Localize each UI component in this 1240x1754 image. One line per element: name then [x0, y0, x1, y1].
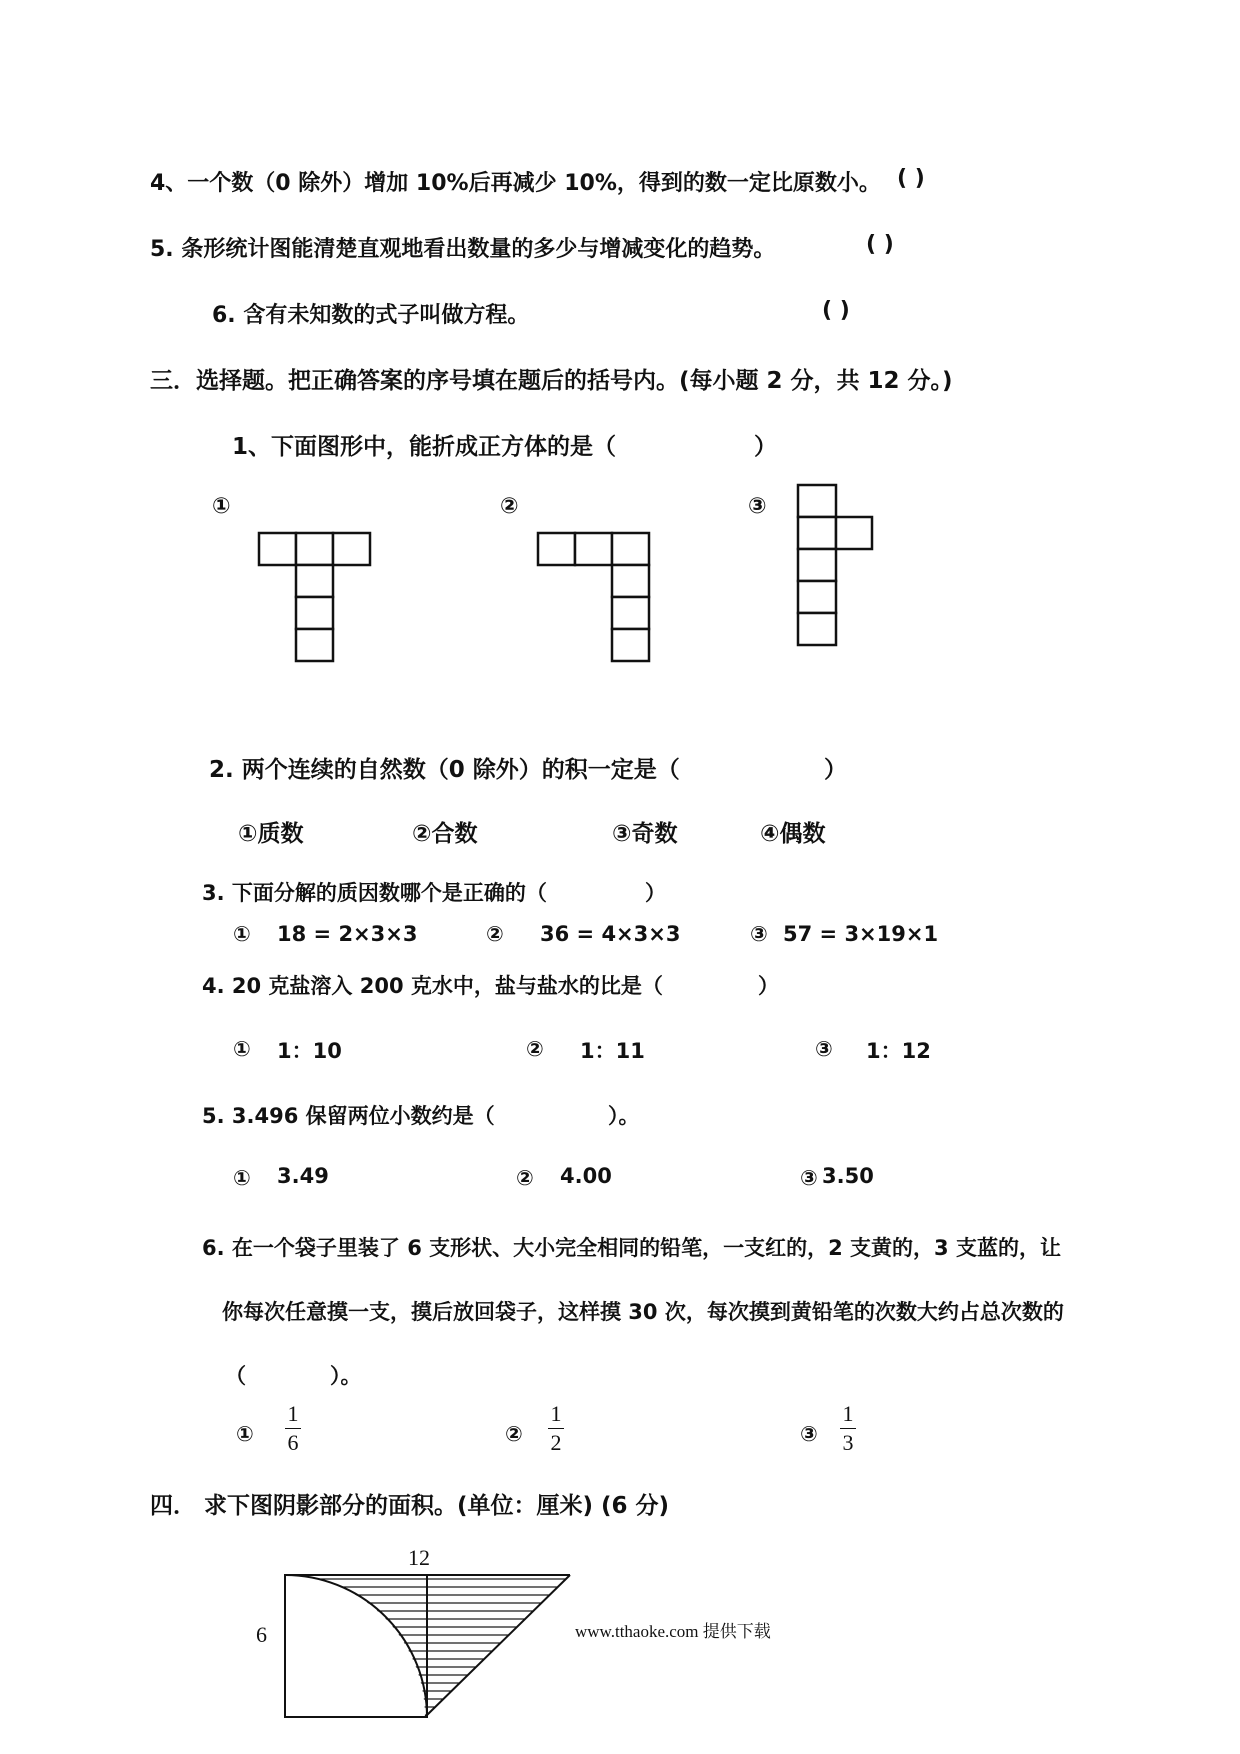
- s3-q3-mark-3: ③: [750, 922, 768, 946]
- fraction-numerator: 1: [842, 1401, 854, 1426]
- s3-q3-close: ）: [645, 881, 666, 905]
- s3-q5-option-3: 3.50: [822, 1164, 874, 1188]
- fraction-denominator: 3: [842, 1430, 854, 1455]
- net3-square: [798, 581, 836, 613]
- s3-q2-option-3: ③奇数: [612, 821, 678, 847]
- net1-square: [296, 629, 333, 661]
- s3-q4-option-3: 1：12: [866, 1039, 931, 1063]
- s3-q4-mark-2: ②: [526, 1037, 544, 1061]
- section3-title: 三．选择题。把正确答案的序号填在题后的括号内。(每小题 2 分，共 12 分。): [150, 368, 953, 394]
- s3-q6-close: ）。: [330, 1364, 362, 1388]
- judge-q5-answer-blank[interactable]: ( ): [866, 232, 894, 257]
- fraction-one-sixth: [283, 1400, 303, 1457]
- net1-square: [259, 533, 296, 565]
- s3-q5-stem: 5. 3.496 保留两位小数约是（: [202, 1104, 495, 1128]
- s3-q1-close: ）: [754, 434, 777, 460]
- s3-q4-option-2: 1：11: [580, 1039, 645, 1063]
- net3-square: [798, 517, 836, 549]
- s3-q3-option-1: 18 = 2×3×3: [277, 922, 418, 946]
- judge-q4: 4、一个数（0 除外）增加 10%后再减少 10%，得到的数一定比原数小。: [150, 171, 881, 196]
- net2-square: [612, 565, 649, 597]
- cube-net-2: [538, 533, 653, 663]
- watermark: www.tthaoke.com 提供下载: [575, 1622, 771, 1641]
- net1-square: [296, 565, 333, 597]
- s3-q5-option-1: 3.49: [277, 1164, 329, 1188]
- net2-square: [612, 629, 649, 661]
- net3-square: [798, 485, 836, 517]
- net3-square: [798, 613, 836, 645]
- s3-q4-stem: 4. 20 克盐溶入 200 克水中，盐与盐水的比是（: [202, 974, 663, 998]
- s3-q5-close: ）。: [608, 1104, 640, 1128]
- s3-q5-mark-1: ①: [233, 1166, 251, 1190]
- s3-q3-stem: 3. 下面分解的质因数哪个是正确的（: [202, 881, 547, 905]
- fraction-denominator: 6: [287, 1430, 299, 1455]
- net1-square: [296, 597, 333, 629]
- shaded-area-figure: [285, 1575, 585, 1735]
- s3-q4-mark-3: ③: [815, 1037, 833, 1061]
- net3-square: [836, 517, 872, 549]
- s3-q1-label-1: ①: [212, 494, 231, 519]
- s3-q4-mark-1: ①: [233, 1037, 251, 1061]
- net2-square: [575, 533, 612, 565]
- net2-square: [612, 597, 649, 629]
- s3-q6-mark-1: ①: [236, 1422, 254, 1446]
- s3-q3-mark-1: ①: [233, 922, 251, 946]
- net3-square: [798, 549, 836, 581]
- cube-net-3: [798, 485, 878, 650]
- s3-q2-close: ）: [824, 757, 847, 783]
- section4-title: 四． 求下图阴影部分的面积。(单位：厘米) (6 分): [150, 1493, 670, 1519]
- judge-q6: 6. 含有未知数的式子叫做方程。: [212, 303, 530, 328]
- s3-q2-option-4: ④偶数: [760, 821, 826, 847]
- fraction-numerator: 1: [287, 1401, 299, 1426]
- figure-label-top: 12: [408, 1545, 430, 1570]
- net1-square: [296, 533, 333, 565]
- fraction-one-third: [838, 1400, 858, 1457]
- figure-label-left: 6: [256, 1622, 267, 1647]
- fraction-one-half: [546, 1400, 566, 1457]
- fraction-numerator: 1: [550, 1401, 562, 1426]
- s3-q4-option-1: 1：10: [277, 1039, 342, 1063]
- s3-q3-option-3: 57 = 3×19×1: [783, 922, 939, 946]
- s3-q3-mark-2: ②: [486, 922, 504, 946]
- s3-q2-option-1: ①质数: [238, 821, 304, 847]
- net2-square: [612, 533, 649, 565]
- judge-q4-answer-blank[interactable]: ( ): [897, 166, 925, 191]
- s3-q6-mark-3: ③: [800, 1422, 818, 1446]
- s3-q6-line-2: 你每次任意摸一支，摸后放回袋子，这样摸 30 次，每次摸到黄铅笔的次数大约占总次数的: [222, 1300, 1064, 1324]
- s3-q5-option-2: 4.00: [560, 1164, 612, 1188]
- s3-q6-mark-2: ②: [505, 1422, 523, 1446]
- s3-q1-label-2: ②: [500, 494, 519, 519]
- fraction-denominator: 2: [550, 1430, 562, 1455]
- s3-q1-stem: 1、下面图形中，能折成正方体的是（: [232, 434, 617, 460]
- s3-q2-stem: 2. 两个连续的自然数（0 除外）的积一定是（: [209, 757, 680, 783]
- s3-q6-line-1: 6. 在一个袋子里装了 6 支形状、大小完全相同的铅笔，一支红的，2 支黄的，3 支蓝的，让: [202, 1236, 1061, 1260]
- s3-q5-mark-3: ③: [800, 1166, 818, 1190]
- judge-q5: 5. 条形统计图能清楚直观地看出数量的多少与增减变化的趋势。: [150, 237, 776, 262]
- judge-q6-answer-blank[interactable]: ( ): [822, 298, 850, 323]
- s3-q5-mark-2: ②: [516, 1166, 534, 1190]
- s3-q1-label-3: ③: [748, 494, 767, 519]
- s3-q3-option-2: 36 = 4×3×3: [540, 922, 681, 946]
- net1-square: [333, 533, 370, 565]
- cube-net-1: [259, 533, 374, 663]
- net2-square: [538, 533, 575, 565]
- s3-q6-open: （: [225, 1364, 246, 1388]
- s3-q4-close: ）: [758, 974, 779, 998]
- s3-q2-option-2: ②合数: [412, 821, 478, 847]
